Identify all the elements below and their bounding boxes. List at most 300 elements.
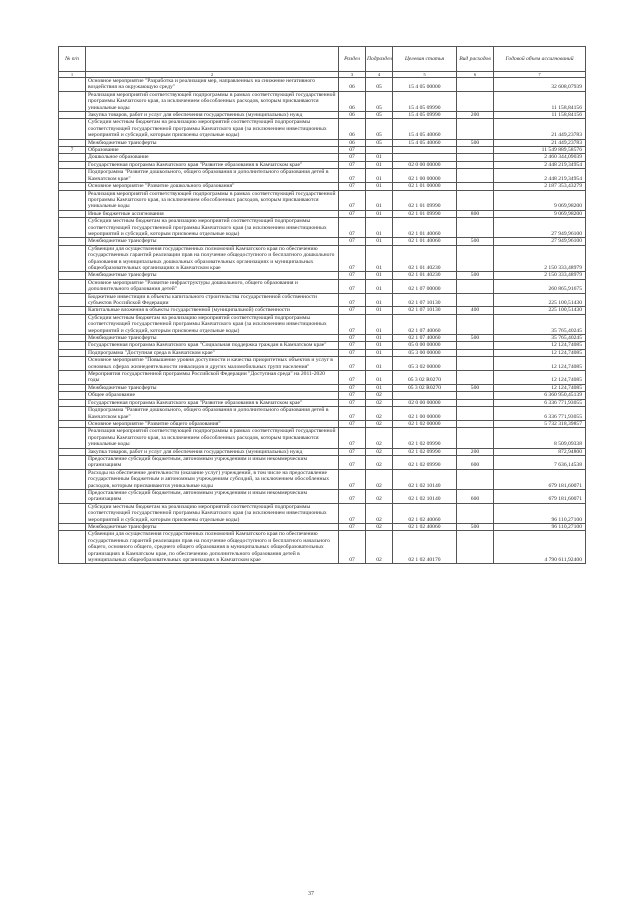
cell-name: Подпрограмма "Развитие дошкольного, общего образования и дополнительного образования детей в Камчатском крае" (86, 169, 339, 183)
cell-amount: 679 181,60071 (494, 489, 586, 503)
cell-amount: 11 158,84156 (494, 91, 586, 111)
header-row (59, 47, 586, 72)
cell-podrazdel: 01 (366, 161, 393, 168)
cell-razdel: 06 (339, 91, 366, 111)
cell-target: 02 1 02 10140 (393, 469, 457, 489)
header-vid: Вид расходов (457, 47, 494, 72)
cell-num (59, 384, 86, 391)
cell-target: 02 1 07 40060 (393, 335, 457, 342)
cell-vid: 500 (457, 384, 494, 391)
cell-name: Реализация мероприятий соответствующей подпрограммы в рамках соответствующей государственной программы Камчатского края, за исключением обособленных расходов, которым присваиваются уникальные коды (86, 428, 339, 448)
cell-num (59, 448, 86, 455)
table-row (59, 349, 586, 356)
cell-num (59, 245, 86, 272)
cell-name: Субсидии местным бюджетам на реализацию мероприятий соответствующей подпрограммы соответствующей государственной программы Камчатского края (за исключением инвестиционных мероприятий и субсидий, которым присвоены отдельные коды) (86, 119, 339, 139)
cell-razdel: 07 (339, 169, 366, 183)
cell-num (59, 78, 86, 92)
header-name (86, 47, 339, 72)
page-number: 37 (308, 891, 314, 897)
cell-name: Закупка товаров, работ и услуг для обеспечения государственных (муниципальных) нужд (86, 112, 339, 119)
cell-amount: 872,94800 (494, 448, 586, 455)
cell-razdel: 07 (339, 448, 366, 455)
cell-name: Субвенции для осуществления государственных полномочий Камчатского края по обеспечению государственных гарантий реализации прав на получение общедоступного и бесплатного начального общего, основного общего, среднего общего образования в муниципальных общеобразовательных организациях в Камчатском крае, по обеспечению дополнительного образования детей в муниципальных общеобразовательных организациях в Камчатском крае (86, 531, 339, 564)
cell-vid (457, 469, 494, 489)
cell-podrazdel: 05 (366, 91, 393, 111)
cell-name: Общее образование (86, 392, 339, 399)
cell-podrazdel: 05 (366, 112, 393, 119)
cell-name: Закупка товаров, работ и услуг для обеспечения государственных (муниципальных) нужд (86, 448, 339, 455)
cell-podrazdel: 02 (366, 455, 393, 469)
cell-target: 02 1 02 40060 (393, 503, 457, 523)
cell-podrazdel: 02 (366, 407, 393, 421)
cell-num (59, 119, 86, 139)
cell-vid: 500 (457, 272, 494, 279)
cell-vid (457, 342, 494, 349)
cell-num (59, 314, 86, 334)
cell-amount: 2 187 353,43279 (494, 183, 586, 190)
cell-num (59, 112, 86, 119)
cell-razdel: 07 (339, 272, 366, 279)
table-row (59, 448, 586, 455)
cell-razdel: 07 (339, 245, 366, 272)
cell-amount: 12 124,74085 (494, 384, 586, 391)
cell-num (59, 91, 86, 111)
cell-name: Капитальные вложения в объекты государственной (муниципальной) собственности (86, 307, 339, 314)
cell-name: Реализация мероприятий соответствующей подпрограммы в рамках соответствующей государственной программы Камчатского края, за исключением обособленных расходов, которым присваиваются уникальные коды (86, 190, 339, 210)
cell-num (59, 218, 86, 238)
cell-num (59, 307, 86, 314)
cell-target: 02 1 01 40060 (393, 218, 457, 238)
cell-amount: 8 509,09338 (494, 428, 586, 448)
cell-amount: 225 100,51430 (494, 307, 586, 314)
cell-vid (457, 147, 494, 154)
cell-target: 02 1 07 10130 (393, 307, 457, 314)
cell-vid: 600 (457, 455, 494, 469)
cell-amount: 2 460 344,09039 (494, 154, 586, 161)
cell-podrazdel: 01 (366, 307, 393, 314)
cell-razdel: 07 (339, 489, 366, 503)
cell-podrazdel: 01 (366, 342, 393, 349)
cell-razdel: 07 (339, 503, 366, 523)
cell-podrazdel: 02 (366, 503, 393, 523)
cell-vid: 200 (457, 112, 494, 119)
cell-podrazdel: 01 (366, 357, 393, 371)
cell-name: Межбюджетные трансферты (86, 384, 339, 391)
table-row (59, 210, 586, 217)
cell-num (59, 357, 86, 371)
column-index: 5 (393, 72, 457, 78)
cell-podrazdel: 01 (366, 384, 393, 391)
cell-vid (457, 154, 494, 161)
cell-amount: 96 110,27100 (494, 524, 586, 531)
cell-target: 02 0 00 00000 (393, 399, 457, 406)
cell-amount: 9 069,98200 (494, 190, 586, 210)
cell-name: Мероприятия государственной программы Российской Федерации "Доступная среда" на 2011-2020 годы (86, 371, 339, 385)
cell-vid (457, 293, 494, 307)
cell-target: 02 1 01 40230 (393, 245, 457, 272)
cell-name: Межбюджетные трансферты (86, 238, 339, 245)
table-row (59, 524, 586, 531)
table-row (59, 245, 586, 272)
cell-amount: 7 636,14538 (494, 455, 586, 469)
cell-razdel: 07 (339, 190, 366, 210)
cell-name: Предоставление субсидий бюджетным, автономным учреждениям и иным некоммерческим организациям (86, 455, 339, 469)
cell-target: 02 1 01 40230 (393, 272, 457, 279)
cell-target: 02 1 02 40170 (393, 531, 457, 564)
cell-name: Основное мероприятие "Развитие инфраструктуры дошкольного, общего образования и дополнительного образования детей" (86, 279, 339, 293)
cell-name: Субсидии местным бюджетам на реализацию мероприятий соответствующей подпрограммы соответствующей государственной программы Камчатского края (за исключением инвестиционных мероприятий и субсидий, которым присвоены отдельные коды) (86, 218, 339, 238)
cell-target: 05 3 02 R0270 (393, 371, 457, 385)
table-row (59, 384, 586, 391)
cell-num (59, 190, 86, 210)
cell-target: 15 4 05 09990 (393, 112, 457, 119)
cell-target: 02 1 00 00000 (393, 169, 457, 183)
cell-name: Государственная программа Камчатского края "Социальная поддержка граждан в Камчатском крае" (86, 342, 339, 349)
cell-podrazdel: 05 (366, 119, 393, 139)
cell-num (59, 169, 86, 183)
cell-target: 02 1 02 09990 (393, 455, 457, 469)
table-row (59, 139, 586, 146)
header-num: № п/п (59, 47, 86, 72)
cell-amount: 260 865,91675 (494, 279, 586, 293)
cell-amount: 12 124,74085 (494, 357, 586, 371)
cell-num (59, 342, 86, 349)
cell-vid (457, 78, 494, 92)
table-row (59, 307, 586, 314)
header-amount: Годовой объем ассигнований (494, 47, 586, 72)
cell-name: Образование (86, 147, 339, 154)
cell-num (59, 455, 86, 469)
cell-target: 02 1 02 09990 (393, 448, 457, 455)
table-row (59, 489, 586, 503)
cell-razdel: 06 (339, 112, 366, 119)
cell-razdel: 07 (339, 154, 366, 161)
table-row (59, 218, 586, 238)
cell-name: Межбюджетные трансферты (86, 272, 339, 279)
cell-amount: 6 336 771,93055 (494, 399, 586, 406)
cell-name: Подпрограмма "Доступная среда в Камчатском крае" (86, 349, 339, 356)
table-row (59, 469, 586, 489)
cell-vid (457, 503, 494, 523)
table-row (59, 392, 586, 399)
table-row (59, 190, 586, 210)
column-index: 2 (86, 72, 339, 78)
cell-razdel: 07 (339, 218, 366, 238)
cell-name: Государственная программа Камчатского края "Развитие образования в Камчатском крае" (86, 161, 339, 168)
cell-num (59, 349, 86, 356)
cell-target: 02 1 01 09990 (393, 210, 457, 217)
cell-vid (457, 183, 494, 190)
header-podrazdel: Подраздел (366, 47, 393, 72)
table-row (59, 335, 586, 342)
cell-target: 02 1 02 09990 (393, 428, 457, 448)
cell-target: 02 1 01 00000 (393, 183, 457, 190)
cell-target: 02 1 02 40060 (393, 524, 457, 531)
budget-table-sheet (58, 46, 585, 564)
cell-vid (457, 218, 494, 238)
cell-razdel: 06 (339, 78, 366, 92)
cell-num: 7 (59, 147, 86, 154)
cell-vid (457, 161, 494, 168)
cell-podrazdel: 01 (366, 210, 393, 217)
cell-podrazdel: 02 (366, 392, 393, 399)
cell-amount: 96 110,27100 (494, 503, 586, 523)
cell-vid: 400 (457, 307, 494, 314)
cell-num (59, 407, 86, 421)
cell-razdel: 07 (339, 399, 366, 406)
cell-amount: 2 150 333,48979 (494, 272, 586, 279)
table-row (59, 279, 586, 293)
cell-target: 02 1 01 40060 (393, 238, 457, 245)
cell-razdel: 07 (339, 428, 366, 448)
cell-amount: 11 158,84156 (494, 112, 586, 119)
cell-amount: 5 732 318,39857 (494, 420, 586, 427)
cell-podrazdel: 02 (366, 524, 393, 531)
cell-name: Субсидии местным бюджетам на реализацию мероприятий соответствующей подпрограммы соответствующей государственной программы Камчатского края (за исключением инвестиционных мероприятий и субсидий, которым присвоены отдельные коды) (86, 314, 339, 334)
table-row (59, 169, 586, 183)
table-row (59, 420, 586, 427)
cell-podrazdel: 01 (366, 349, 393, 356)
cell-name: Основное мероприятие "Развитие дошкольного образования" (86, 183, 339, 190)
cell-razdel: 07 (339, 307, 366, 314)
cell-name: Межбюджетные трансферты (86, 139, 339, 146)
cell-razdel: 07 (339, 161, 366, 168)
cell-amount: 4 790 611,92400 (494, 531, 586, 564)
cell-razdel: 07 (339, 469, 366, 489)
cell-razdel: 07 (339, 407, 366, 421)
cell-podrazdel: 01 (366, 190, 393, 210)
cell-num (59, 293, 86, 307)
cell-num (59, 210, 86, 217)
cell-name: Субвенции для осуществления государственных полномочий Камчатского края по обеспечению государственных гарантий реализации прав на получение общедоступного и бесплатного дошкольного образования в муниципальных дошкольных образовательных организациях и муниципальных общеобразовательных организациях в Камчатском крае (86, 245, 339, 272)
budget-table (58, 46, 586, 564)
cell-num (59, 503, 86, 523)
cell-amount: 35 765,40245 (494, 335, 586, 342)
cell-num (59, 238, 86, 245)
cell-vid: 600 (457, 489, 494, 503)
cell-target: 02 1 00 00000 (393, 407, 457, 421)
cell-vid (457, 349, 494, 356)
table-row (59, 161, 586, 168)
cell-amount: 225 100,51430 (494, 293, 586, 307)
cell-target: 05 3 00 00000 (393, 349, 457, 356)
cell-razdel: 07 (339, 349, 366, 356)
cell-num (59, 279, 86, 293)
cell-target: 05 0 00 00000 (393, 342, 457, 349)
cell-name: Дошкольное образование (86, 154, 339, 161)
cell-podrazdel: 01 (366, 218, 393, 238)
cell-vid (457, 392, 494, 399)
column-index: 6 (457, 72, 494, 78)
table-row (59, 147, 586, 154)
cell-razdel: 07 (339, 238, 366, 245)
cell-vid (457, 279, 494, 293)
cell-num (59, 335, 86, 342)
cell-num (59, 272, 86, 279)
cell-vid (457, 169, 494, 183)
cell-podrazdel: 01 (366, 279, 393, 293)
table-row (59, 119, 586, 139)
header-razdel: Раздел (339, 47, 366, 72)
cell-target: 15 4 05 00000 (393, 78, 457, 92)
cell-target: 15 4 05 40060 (393, 119, 457, 139)
table-row (59, 78, 586, 92)
cell-razdel: 07 (339, 342, 366, 349)
cell-target: 02 1 07 10130 (393, 293, 457, 307)
cell-num (59, 154, 86, 161)
cell-target: 02 1 01 09990 (393, 190, 457, 210)
cell-podrazdel: 05 (366, 139, 393, 146)
table-row (59, 455, 586, 469)
cell-vid: 200 (457, 448, 494, 455)
cell-name: Предоставление субсидий бюджетным, автономным учреждениям и иным некоммерческим организациям (86, 489, 339, 503)
cell-razdel: 07 (339, 147, 366, 154)
cell-target (393, 154, 457, 161)
table-row (59, 293, 586, 307)
cell-name: Межбюджетные трансферты (86, 524, 339, 531)
cell-name: Бюджетные инвестиции в объекты капитального строительства государственной собственности субъектов Российской Федерации (86, 293, 339, 307)
column-index: 4 (366, 72, 393, 78)
table-row (59, 342, 586, 349)
cell-vid (457, 357, 494, 371)
cell-vid: 500 (457, 139, 494, 146)
cell-vid: 500 (457, 238, 494, 245)
cell-name: Расходы на обеспечение деятельности (оказание услуг) учреждений, в том числе на предоставление государственным бюджетным и автономным учреждениям субсидий, за исключением обособленных расходов, которым присваиваются уникальные коды (86, 469, 339, 489)
cell-podrazdel: 02 (366, 531, 393, 564)
cell-target: 05 3 02 R0270 (393, 384, 457, 391)
cell-podrazdel: 01 (366, 154, 393, 161)
header-target: Целевая статья (393, 47, 457, 72)
cell-amount: 9 069,98200 (494, 210, 586, 217)
cell-razdel: 07 (339, 392, 366, 399)
cell-num (59, 524, 86, 531)
cell-podrazdel: 01 (366, 293, 393, 307)
cell-amount: 21 449,23783 (494, 119, 586, 139)
cell-target: 02 1 02 10140 (393, 489, 457, 503)
cell-amount: 27 949,96100 (494, 218, 586, 238)
cell-num (59, 469, 86, 489)
cell-amount: 2 448 219,34954 (494, 169, 586, 183)
cell-amount: 27 949,96100 (494, 238, 586, 245)
cell-vid (457, 119, 494, 139)
table-row (59, 428, 586, 448)
cell-name: Основное мероприятие "Повышение уровня доступности и качества приоритетных объектов и услуг в основных сферах жизнедеятельности инвалидов и других маломобильных групп населения" (86, 357, 339, 371)
cell-razdel: 07 (339, 455, 366, 469)
cell-podrazdel: 02 (366, 448, 393, 455)
cell-target (393, 147, 457, 154)
cell-num (59, 139, 86, 146)
table-row (59, 531, 586, 564)
cell-vid (457, 420, 494, 427)
cell-razdel: 06 (339, 119, 366, 139)
cell-target: 02 0 00 00000 (393, 161, 457, 168)
cell-podrazdel: 01 (366, 335, 393, 342)
cell-razdel: 06 (339, 139, 366, 146)
cell-amount: 12 124,74085 (494, 371, 586, 385)
table-row (59, 183, 586, 190)
cell-num (59, 392, 86, 399)
column-index: 3 (339, 72, 366, 78)
cell-amount: 2 150 333,48979 (494, 245, 586, 272)
table-row (59, 272, 586, 279)
cell-podrazdel: 02 (366, 428, 393, 448)
table-row (59, 399, 586, 406)
cell-amount: 679 181,60071 (494, 469, 586, 489)
cell-amount: 6 336 771,93055 (494, 407, 586, 421)
cell-razdel: 07 (339, 371, 366, 385)
cell-target: 15 4 05 09990 (393, 91, 457, 111)
cell-podrazdel: 01 (366, 371, 393, 385)
table-row (59, 154, 586, 161)
cell-podrazdel: 02 (366, 399, 393, 406)
table-row (59, 407, 586, 421)
cell-razdel: 07 (339, 314, 366, 334)
cell-podrazdel: 01 (366, 314, 393, 334)
cell-podrazdel: 01 (366, 169, 393, 183)
cell-name: Подпрограмма "Развитие дошкольного, общего образования и дополнительного образования детей в Камчатском крае" (86, 407, 339, 421)
table-row (59, 314, 586, 334)
cell-amount: 12 124,74085 (494, 342, 586, 349)
cell-razdel: 07 (339, 183, 366, 190)
column-index: 7 (494, 72, 586, 78)
cell-num (59, 161, 86, 168)
cell-name: Межбюджетные трансферты (86, 335, 339, 342)
cell-razdel: 07 (339, 531, 366, 564)
cell-num (59, 183, 86, 190)
cell-target: 02 1 07 00000 (393, 279, 457, 293)
cell-razdel: 07 (339, 210, 366, 217)
cell-vid (457, 190, 494, 210)
cell-num (59, 371, 86, 385)
cell-target: 15 4 05 40060 (393, 139, 457, 146)
table-row (59, 91, 586, 111)
cell-vid (457, 399, 494, 406)
cell-amount: 11 549 889,58576 (494, 147, 586, 154)
cell-target: 05 3 02 00000 (393, 357, 457, 371)
cell-razdel: 07 (339, 357, 366, 371)
cell-amount: 35 765,40245 (494, 314, 586, 334)
cell-vid (457, 371, 494, 385)
cell-vid (457, 531, 494, 564)
cell-vid (457, 428, 494, 448)
cell-amount: 21 449,23783 (494, 139, 586, 146)
cell-razdel: 07 (339, 420, 366, 427)
cell-podrazdel: 01 (366, 272, 393, 279)
cell-amount: 32 608,07939 (494, 78, 586, 92)
cell-podrazdel: 01 (366, 245, 393, 272)
cell-amount: 6 360 950,45139 (494, 392, 586, 399)
cell-target (393, 392, 457, 399)
cell-podrazdel: 02 (366, 489, 393, 503)
cell-vid (457, 91, 494, 111)
cell-razdel: 07 (339, 524, 366, 531)
cell-amount: 2 448 219,34954 (494, 161, 586, 168)
cell-podrazdel: 01 (366, 238, 393, 245)
cell-vid: 500 (457, 524, 494, 531)
cell-vid (457, 407, 494, 421)
cell-podrazdel (366, 147, 393, 154)
cell-podrazdel: 01 (366, 183, 393, 190)
table-body (59, 78, 586, 564)
table-row (59, 112, 586, 119)
cell-num (59, 489, 86, 503)
cell-name: Реализация мероприятий соответствующей подпрограммы в рамках соответствующей государственной программы Камчатского края, за исключением обособленных расходов, которым присваиваются уникальные коды (86, 91, 339, 111)
cell-podrazdel: 05 (366, 78, 393, 92)
cell-target: 02 1 07 40060 (393, 314, 457, 334)
cell-vid: 500 (457, 335, 494, 342)
cell-razdel: 07 (339, 279, 366, 293)
cell-amount: 12 124,74085 (494, 349, 586, 356)
